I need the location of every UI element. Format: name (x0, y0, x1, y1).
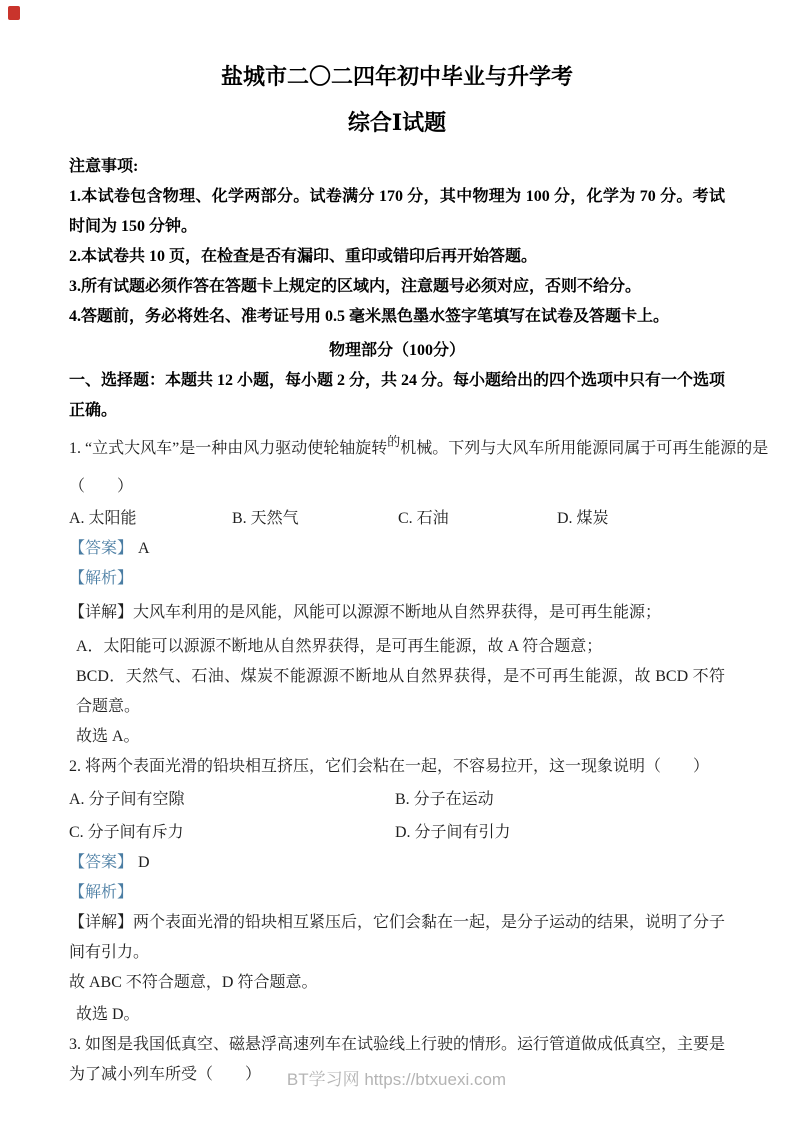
q1-detail-1: 【详解】大风车利用的是风能，风能可以源源不断地从自然界获得，是可再生能源； (69, 604, 662, 621)
q2-option-d: D. 分子间有引力 (395, 824, 511, 841)
q2-stem: 2. 将两个表面光滑的铅块相互挤压，它们会粘在一起，不容易拉开，这一现象说明（ ） (69, 758, 710, 775)
q1-answer-value: A (138, 540, 150, 557)
red-stamp-icon (8, 6, 20, 20)
notice-item-4: 4.答题前，务必将姓名、准考证号用 0.5 毫米黑色墨水签字笔填写在试卷及答题卡上。 (69, 308, 670, 325)
q2-detail-1: 【详解】两个表面光滑的铅块相互紧压后，它们会黏在一起，是分子运动的结果，说明了分子间有引力。 (69, 914, 726, 961)
q1-stem-superscript: 的 (387, 434, 401, 449)
q1-analysis-label: 【解析】 (69, 570, 134, 587)
notice-item-3: 3.所有试题必须作答在答题卡上规定的区域内，注意题号必须对应，否则不给分。 (69, 278, 642, 295)
q1-answer-row (69, 534, 725, 564)
q1-option-d: D. 煤炭 (557, 510, 609, 527)
exam-subtitle: 综合Ⅰ试题 (347, 110, 447, 135)
q1-detail-3: BCD．天然气、石油、煤炭不能源源不断地从自然界获得，是不可再生能源，故 BCD 不符合题意。 (76, 668, 725, 715)
q2-answer-row (69, 848, 725, 878)
q1-stem-end: 机械。下列与大风车所用能源同属于可再生能源的是 (400, 440, 769, 457)
notice-item-1: 1.本试卷包含物理、化学两部分。试卷满分 170 分，其中物理为 100 分，化学为 70 分。考试时间为 150 分钟。 (69, 188, 725, 235)
q2-option-b: B. 分子在运动 (395, 791, 494, 808)
q1-option-a: A. 太阳能 (69, 510, 137, 527)
q1-stem-start: 1. “立式大风车”是一种由风力驱动使轮轴旋转 (69, 440, 388, 457)
q1-stem (69, 434, 769, 464)
q2-detail-2: 故 ABC 不符合题意，D 符合题意。 (69, 974, 318, 991)
q2-analysis-label: 【解析】 (69, 884, 134, 901)
q2-answer-value: D (138, 854, 150, 871)
section-heading: 物理部分（100分） (328, 342, 465, 359)
q1-option-b: B. 天然气 (232, 510, 299, 527)
q2-option-c: C. 分子间有斥力 (69, 824, 184, 841)
watermark-text: BT学习网 https://btxuexi.com (286, 1070, 507, 1089)
q2-analysis-row (69, 878, 725, 908)
page-content (69, 60, 769, 1090)
q1-analysis-row (69, 564, 725, 594)
notice-heading: 注意事项: (69, 158, 139, 175)
notice-item-2: 2.本试卷共 10 页，在检查是否有漏印、重印或错印后再开始答题。 (69, 248, 538, 265)
q3-stem: 3. 如图是我国低真空、磁悬浮高速列车在试验线上行驶的情形。运行管道做成低真空，主要是为了减小列车所受（ ） (69, 1036, 726, 1083)
q2-detail-3: 故选 D。 (76, 1006, 140, 1023)
watermark-footer (0, 1065, 793, 1090)
exam-title: 盐城市二〇二四年初中毕业与升学考 (220, 64, 573, 89)
q2-option-a: A. 分子间有空隙 (69, 791, 185, 808)
q2-options-row-1 (69, 785, 725, 815)
q1-detail-2: A．太阳能可以源源不断地从自然界获得，是可再生能源，故 A 符合题意； (76, 638, 603, 655)
q1-option-c: C. 石油 (398, 510, 449, 527)
section-intro: 一、选择题：本题共 12 小题，每小题 2 分，共 24 分。每小题给出的四个选项中只有一个选项正确。 (69, 372, 726, 419)
q1-bracket: （ ） (69, 478, 134, 495)
q1-answer-label: 【答案】 (69, 540, 134, 557)
q1-options-row (69, 504, 725, 534)
q1-detail-4: 故选 A。 (76, 728, 140, 745)
q2-answer-label: 【答案】 (69, 854, 134, 871)
q2-options-row-2 (69, 818, 725, 848)
